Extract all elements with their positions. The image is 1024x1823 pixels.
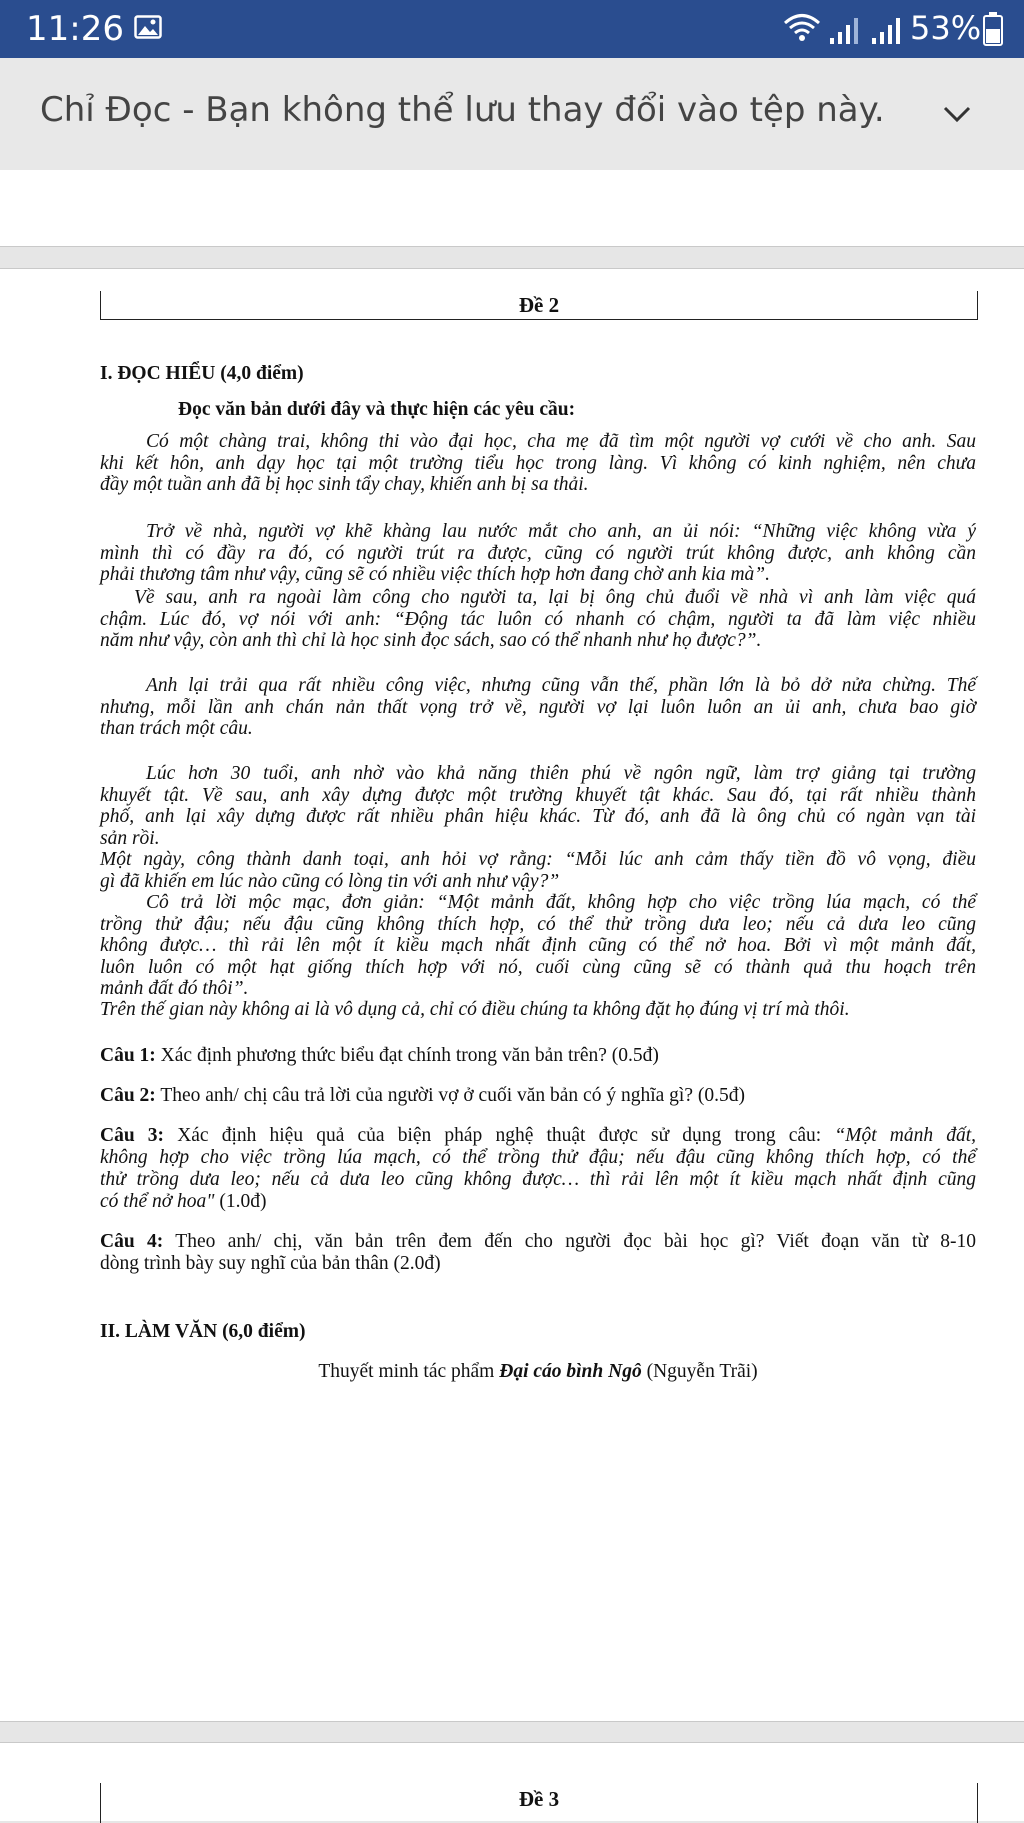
passage-line: Trên thế gian này không ai là vô dụng cả, chỉ có điều chúng ta không đặt họ đúng vị trí mà thôi. — [100, 999, 850, 1020]
readonly-banner — [0, 58, 1024, 170]
chevron-down-icon[interactable] — [942, 102, 972, 126]
question-text: Xác định phương thức biểu đạt chính trong văn bản trên? (0.5đ) — [155, 1045, 659, 1066]
document-page — [0, 268, 1024, 1722]
question-label: Câu 1: — [100, 1045, 156, 1066]
passage-line: mình thì có đầy ra đó, có người trút ra được, cũng có người trút không được, anh không cần — [100, 542, 976, 564]
passage-line: đầy một tuần anh đã bị học sinh tẩy chay, khiến anh bị sa thải. — [100, 474, 589, 495]
section2-heading: II. LÀM VĂN (6,0 điểm) — [100, 1321, 306, 1342]
question-label: Câu 4: — [100, 1231, 164, 1252]
status-bar — [0, 0, 1024, 58]
passage-line: trồng thử đậu; nếu đậu cũng không thích hợp, có thể thử trồng dưa leo; nếu cả dưa leo cũng — [100, 913, 976, 935]
signal-icon — [828, 14, 862, 44]
battery-icon — [983, 12, 1003, 46]
battery-percent: 53% — [910, 9, 982, 47]
next-page — [0, 1742, 1024, 1821]
passage-paragraph-8 — [100, 999, 976, 1021]
passage-line: mảnh đất đó thôi”. — [100, 978, 249, 999]
question-2 — [100, 1085, 976, 1107]
question-label: Câu 2: — [100, 1085, 156, 1106]
essay-suffix: (Nguyễn Trãi) — [641, 1361, 758, 1382]
question-4 — [100, 1231, 976, 1275]
question-3 — [100, 1125, 976, 1213]
passage-paragraph-3 — [100, 587, 976, 652]
passage-line: khuyết tật. Về sau, anh xây dựng được một trường khuyết tật khác. Sau đó, tại rất nhiều thành — [100, 784, 976, 806]
passage-line: Có một chàng trai, không thi vào đại học, cha mẹ đã tìm một người vợ cưới về cho anh. Sau — [146, 431, 976, 452]
passage-line: Một ngày, công thành danh toại, anh hỏi vợ rằng: “Mỗi lúc anh cảm thấy tiền đồ vô vọng, điều — [100, 849, 976, 870]
exam-title-box — [100, 291, 978, 320]
passage-line: phải thương tâm như vậy, cũng sẽ có nhiều việc thích hợp hơn đang chờ anh kia mà”. — [100, 564, 770, 585]
next-exam-title: Đề 3 — [518, 1787, 560, 1811]
passage-line: năm như vậy, còn anh thì chỉ là học sinh đọc sách, sao có thể nhanh như họ được?”. — [100, 630, 762, 651]
question-text: Theo anh/ chị, văn bản trên đem đến cho người đọc bài học gì? Viết đoạn văn từ 8-10 — [163, 1231, 977, 1252]
passage-line: Lúc hơn 30 tuổi, anh nhờ vào khả năng thiên phú về ngôn ngữ, làm trợ giảng tại trường — [146, 763, 976, 784]
gallery-icon — [134, 15, 162, 39]
passage-line: gì đã khiến em lúc nào cũng có lòng tin với anh như vậy?” — [100, 870, 560, 892]
passage-line: Trở về nhà, người vợ khẽ khàng lau nước mắt cho anh, an ủi nói: “Những việc không vừa ý — [146, 521, 976, 542]
passage-line: nhưng, mỗi lần anh chán nản thất vọng trở về, người vợ lại luôn luôn an ủi anh, chưa bao giờ — [100, 696, 976, 718]
passage-line: sản rồi. — [100, 827, 160, 849]
question-text: Xác định hiệu quả của biện pháp nghệ thuật được sử dụng trong câu: — [164, 1125, 835, 1146]
status-time: 11:26 — [26, 9, 124, 49]
section1-heading: I. ĐỌC HIỂU (4,0 điểm) — [100, 363, 304, 384]
next-exam-title-box — [100, 1783, 978, 1823]
previous-page — [0, 170, 1024, 247]
signal-icon — [870, 14, 904, 44]
question-text: (1.0đ) — [214, 1191, 267, 1212]
essay-work-title: Đại cáo bình Ngô — [499, 1361, 642, 1382]
passage-line: khi kết hôn, anh dạy học tại một trường tiểu học trong làng. Vì không có kinh nghiệm, nên chưa — [100, 452, 976, 474]
passage-paragraph-5 — [100, 763, 976, 849]
question-quote: “Một mảnh đất, — [834, 1125, 977, 1146]
passage-line: than trách một câu. — [100, 718, 253, 739]
passage-paragraph-6 — [100, 849, 976, 892]
passage-paragraph-4 — [100, 675, 976, 740]
question-label: Câu 3: — [100, 1125, 165, 1146]
question-quote: thử trồng dưa leo; nếu cả dưa leo cũng không được… thì rải lên một ít kiều mạch nhất định cũng — [100, 1169, 976, 1190]
question-text: dòng trình bày suy nghĩ của bản thân (2.0đ) — [100, 1253, 441, 1274]
passage-line: không được… thì rải lên một ít kiều mạch nhất định cũng có thể nở hoa. Bởi vì một mảnh đất, — [100, 935, 976, 956]
passage-line: Anh lại trải qua rất nhiều công việc, nhưng cũng vẫn thế, phần lớn là bỏ dở nửa chừng. Thế — [146, 675, 976, 696]
instruction: Đọc văn bản dưới đây và thực hiện các yêu cầu: — [178, 399, 576, 420]
readonly-message: Chỉ Đọc - Bạn không thể lưu thay đổi vào tệp này. — [40, 90, 885, 130]
passage-line: Về sau, anh ra ngoài làm công cho người ta, lại bị ông chủ đuổi về nhà vì anh làm việc quá — [134, 587, 976, 608]
question-quote: không hợp cho việc trồng lúa mạch, có thể trồng thử đậu; nếu đậu cũng không thích hợp, có thể — [100, 1147, 976, 1168]
passage-line: chậm. Lúc đó, vợ nói với anh: “Động tác luôn có nhanh có chậm, người ta đã làm việc nhiều — [100, 608, 976, 630]
passage-paragraph-1 — [100, 431, 976, 496]
essay-prompt — [100, 1361, 976, 1383]
question-text: Theo anh/ chị câu trả lời của người vợ ở cuối văn bản có ý nghĩa gì? (0.5đ) — [155, 1085, 745, 1106]
wifi-icon — [782, 12, 822, 44]
question-1 — [100, 1045, 976, 1067]
essay-prefix: Thuyết minh tác phẩm — [318, 1361, 500, 1382]
passage-paragraph-2 — [100, 521, 976, 586]
passage-line: luôn luôn có một hạt giống thích hợp với nó, cuối cùng cũng sẽ có thành quả thu hoạch trên — [100, 956, 976, 978]
question-quote: có thể nở hoa" — [100, 1191, 215, 1212]
passage-line: Cô trả lời mộc mạc, đơn giản: “Một mảnh đất, không hợp cho việc trồng lúa mạch, có thể — [146, 892, 976, 913]
passage-paragraph-7 — [100, 892, 976, 1000]
exam-title: Đề 2 — [518, 293, 560, 317]
passage-line: phố, anh lại xây dựng được rất nhiều phân hiệu khác. Từ đó, anh đã là ông chủ có ngàn vạn tài — [100, 806, 976, 827]
